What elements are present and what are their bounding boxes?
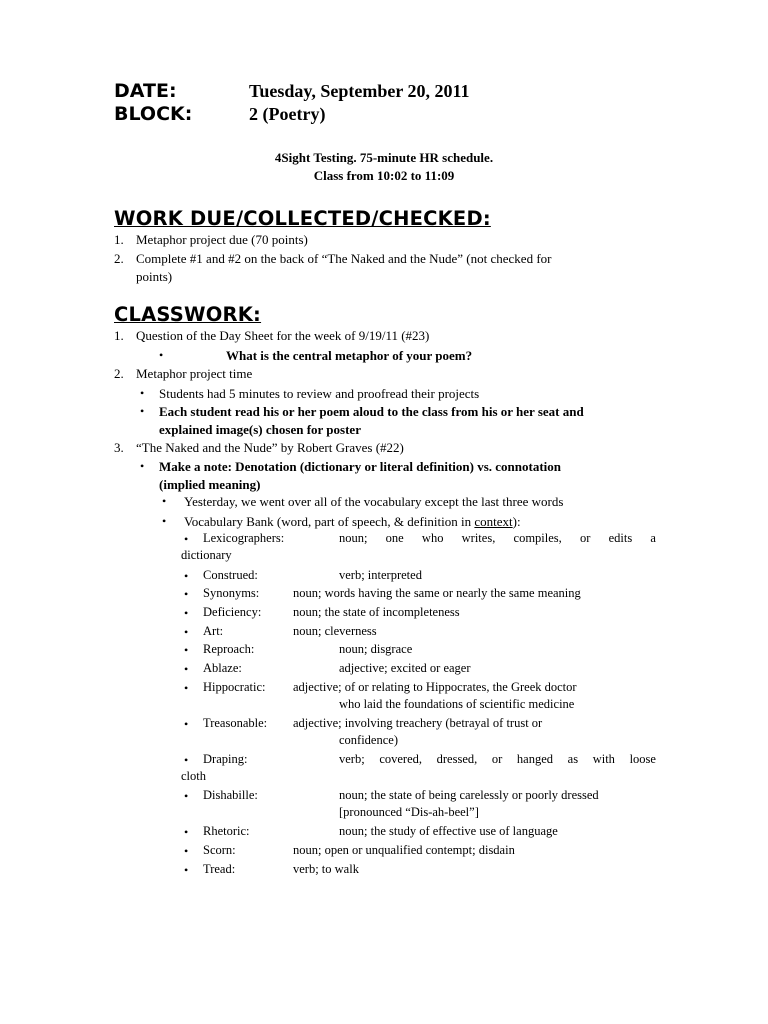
classwork-heading: CLASSWORK: — [114, 303, 262, 326]
schedule-notice: 4Sight Testing. 75-minute HR schedule. — [274, 150, 494, 165]
vocab-term: Art: — [203, 624, 224, 638]
read-aloud-note-cont: explained image(s) chosen for poster — [159, 422, 361, 437]
question-of-day: What is the central metaphor of your poem? — [226, 348, 473, 363]
vocab-definition: noun; one who writes, compiles, or edits a — [339, 531, 656, 545]
bullet-icon: • — [184, 753, 189, 767]
classwork-item-number: 2. — [114, 366, 124, 381]
bullet-icon: • — [184, 587, 189, 601]
work-item-number: 1. — [114, 232, 124, 247]
context-word: context — [474, 514, 513, 529]
block-label: BLOCK: — [114, 103, 193, 125]
vocab-bank-intro: Vocabulary Bank (word, part of speech, & definition in context): — [184, 514, 521, 529]
work-item-2-cont: points) — [136, 269, 173, 284]
denotation-note-cont: (implied meaning) — [159, 477, 261, 492]
vocab-definition: noun; the state of incompleteness — [293, 605, 460, 619]
bullet-icon: • — [184, 844, 189, 858]
vocab-definition: noun; disgrace — [339, 642, 413, 656]
work-item-1: Metaphor project due (70 points) — [136, 232, 308, 247]
bullet-icon: • — [184, 681, 189, 695]
proofread-note: Students had 5 minutes to review and proofread their projects — [159, 386, 480, 401]
vocab-term: Deficiency: — [203, 605, 262, 619]
vocab-term: Scorn: — [203, 843, 236, 857]
vocab-definition: noun; the state of being carelessly or poorly dressed — [339, 788, 599, 802]
vocab-definition: noun; cleverness — [293, 624, 377, 638]
date-label: DATE: — [114, 80, 177, 102]
bullet-icon: • — [140, 386, 145, 400]
classwork-item-number: 3. — [114, 440, 124, 455]
work-item-2: Complete #1 and #2 on the back of “The Naked and the Nude” (not checked for — [136, 251, 552, 266]
date-value: Tuesday, September 20, 2011 — [249, 81, 470, 101]
classwork-item-3: “The Naked and the Nude” by Robert Graves (#22) — [136, 440, 404, 455]
bullet-icon: • — [140, 404, 145, 418]
vocab-term: Dishabille: — [203, 788, 258, 802]
bullet-icon: • — [184, 825, 189, 839]
vocab-term: Lexicographers: — [203, 531, 285, 545]
work-item-number: 2. — [114, 251, 124, 266]
bullet-icon: • — [162, 514, 167, 528]
vocab-definition: adjective; of or relating to Hippocrates, the Greek doctor — [293, 680, 577, 694]
vocab-definition: noun; open or unqualified contempt; disdain — [293, 843, 515, 857]
vocab-term: Reproach: — [203, 642, 255, 656]
vocab-definition-cont: who laid the foundations of scientific medicine — [339, 697, 575, 711]
bullet-icon: • — [140, 459, 145, 473]
vocab-definition: adjective; involving treachery (betrayal of trust or — [293, 716, 543, 730]
vocab-term: Treasonable: — [203, 716, 268, 730]
bullet-icon: • — [184, 625, 189, 639]
vocab-term: Tread: — [203, 862, 236, 876]
vocab-term: Hippocratic: — [203, 680, 266, 694]
classwork-item-number: 1. — [114, 328, 124, 343]
vocab-term: Synonyms: — [203, 586, 260, 600]
block-value: 2 (Poetry) — [249, 104, 326, 124]
vocab-definition: noun; words having the same or nearly the same meaning — [293, 586, 581, 600]
vocab-definition: verb; to walk — [293, 862, 359, 876]
vocab-term: Rhetoric: — [203, 824, 250, 838]
yesterday-note: Yesterday, we went over all of the vocabulary except the last three words — [184, 494, 564, 509]
work-due-heading: WORK DUE/COLLECTED/CHECKED: — [114, 207, 491, 230]
read-aloud-note: Each student read his or her poem aloud to the class from his or her seat and — [159, 404, 584, 419]
vocab-definition-cont: dictionary — [181, 548, 232, 562]
bullet-icon: • — [162, 494, 167, 508]
vocab-definition: adjective; excited or eager — [339, 661, 471, 675]
classwork-item-1: Question of the Day Sheet for the week of 9/19/11 (#23) — [136, 328, 430, 343]
vocab-definition: verb; interpreted — [339, 568, 422, 582]
bullet-icon: • — [184, 532, 189, 546]
bullet-icon: • — [184, 606, 189, 620]
vocab-definition-cont: [pronounced “Dis-ah-beel”] — [339, 805, 479, 819]
bullet-icon: • — [184, 717, 189, 731]
classwork-item-2: Metaphor project time — [136, 366, 253, 381]
vocab-term: Draping: — [203, 752, 248, 766]
class-time: Class from 10:02 to 11:09 — [313, 168, 455, 183]
bullet-icon: • — [184, 789, 189, 803]
bullet-icon: • — [184, 863, 189, 877]
bullet-icon: • — [184, 662, 189, 676]
bullet-icon: • — [159, 348, 164, 362]
bullet-icon: • — [184, 569, 189, 583]
denotation-note: Make a note: Denotation (dictionary or literal definition) vs. connotation — [159, 459, 562, 474]
vocab-definition-cont: cloth — [181, 769, 206, 783]
vocab-term: Ablaze: — [203, 661, 242, 675]
vocab-definition: noun; the study of effective use of language — [339, 824, 558, 838]
bullet-icon: • — [184, 643, 189, 657]
vocab-definition: verb; covered, dressed, or hanged as with loose — [339, 752, 656, 766]
vocab-definition-cont: confidence) — [339, 733, 398, 747]
vocab-term: Construed: — [203, 568, 258, 582]
